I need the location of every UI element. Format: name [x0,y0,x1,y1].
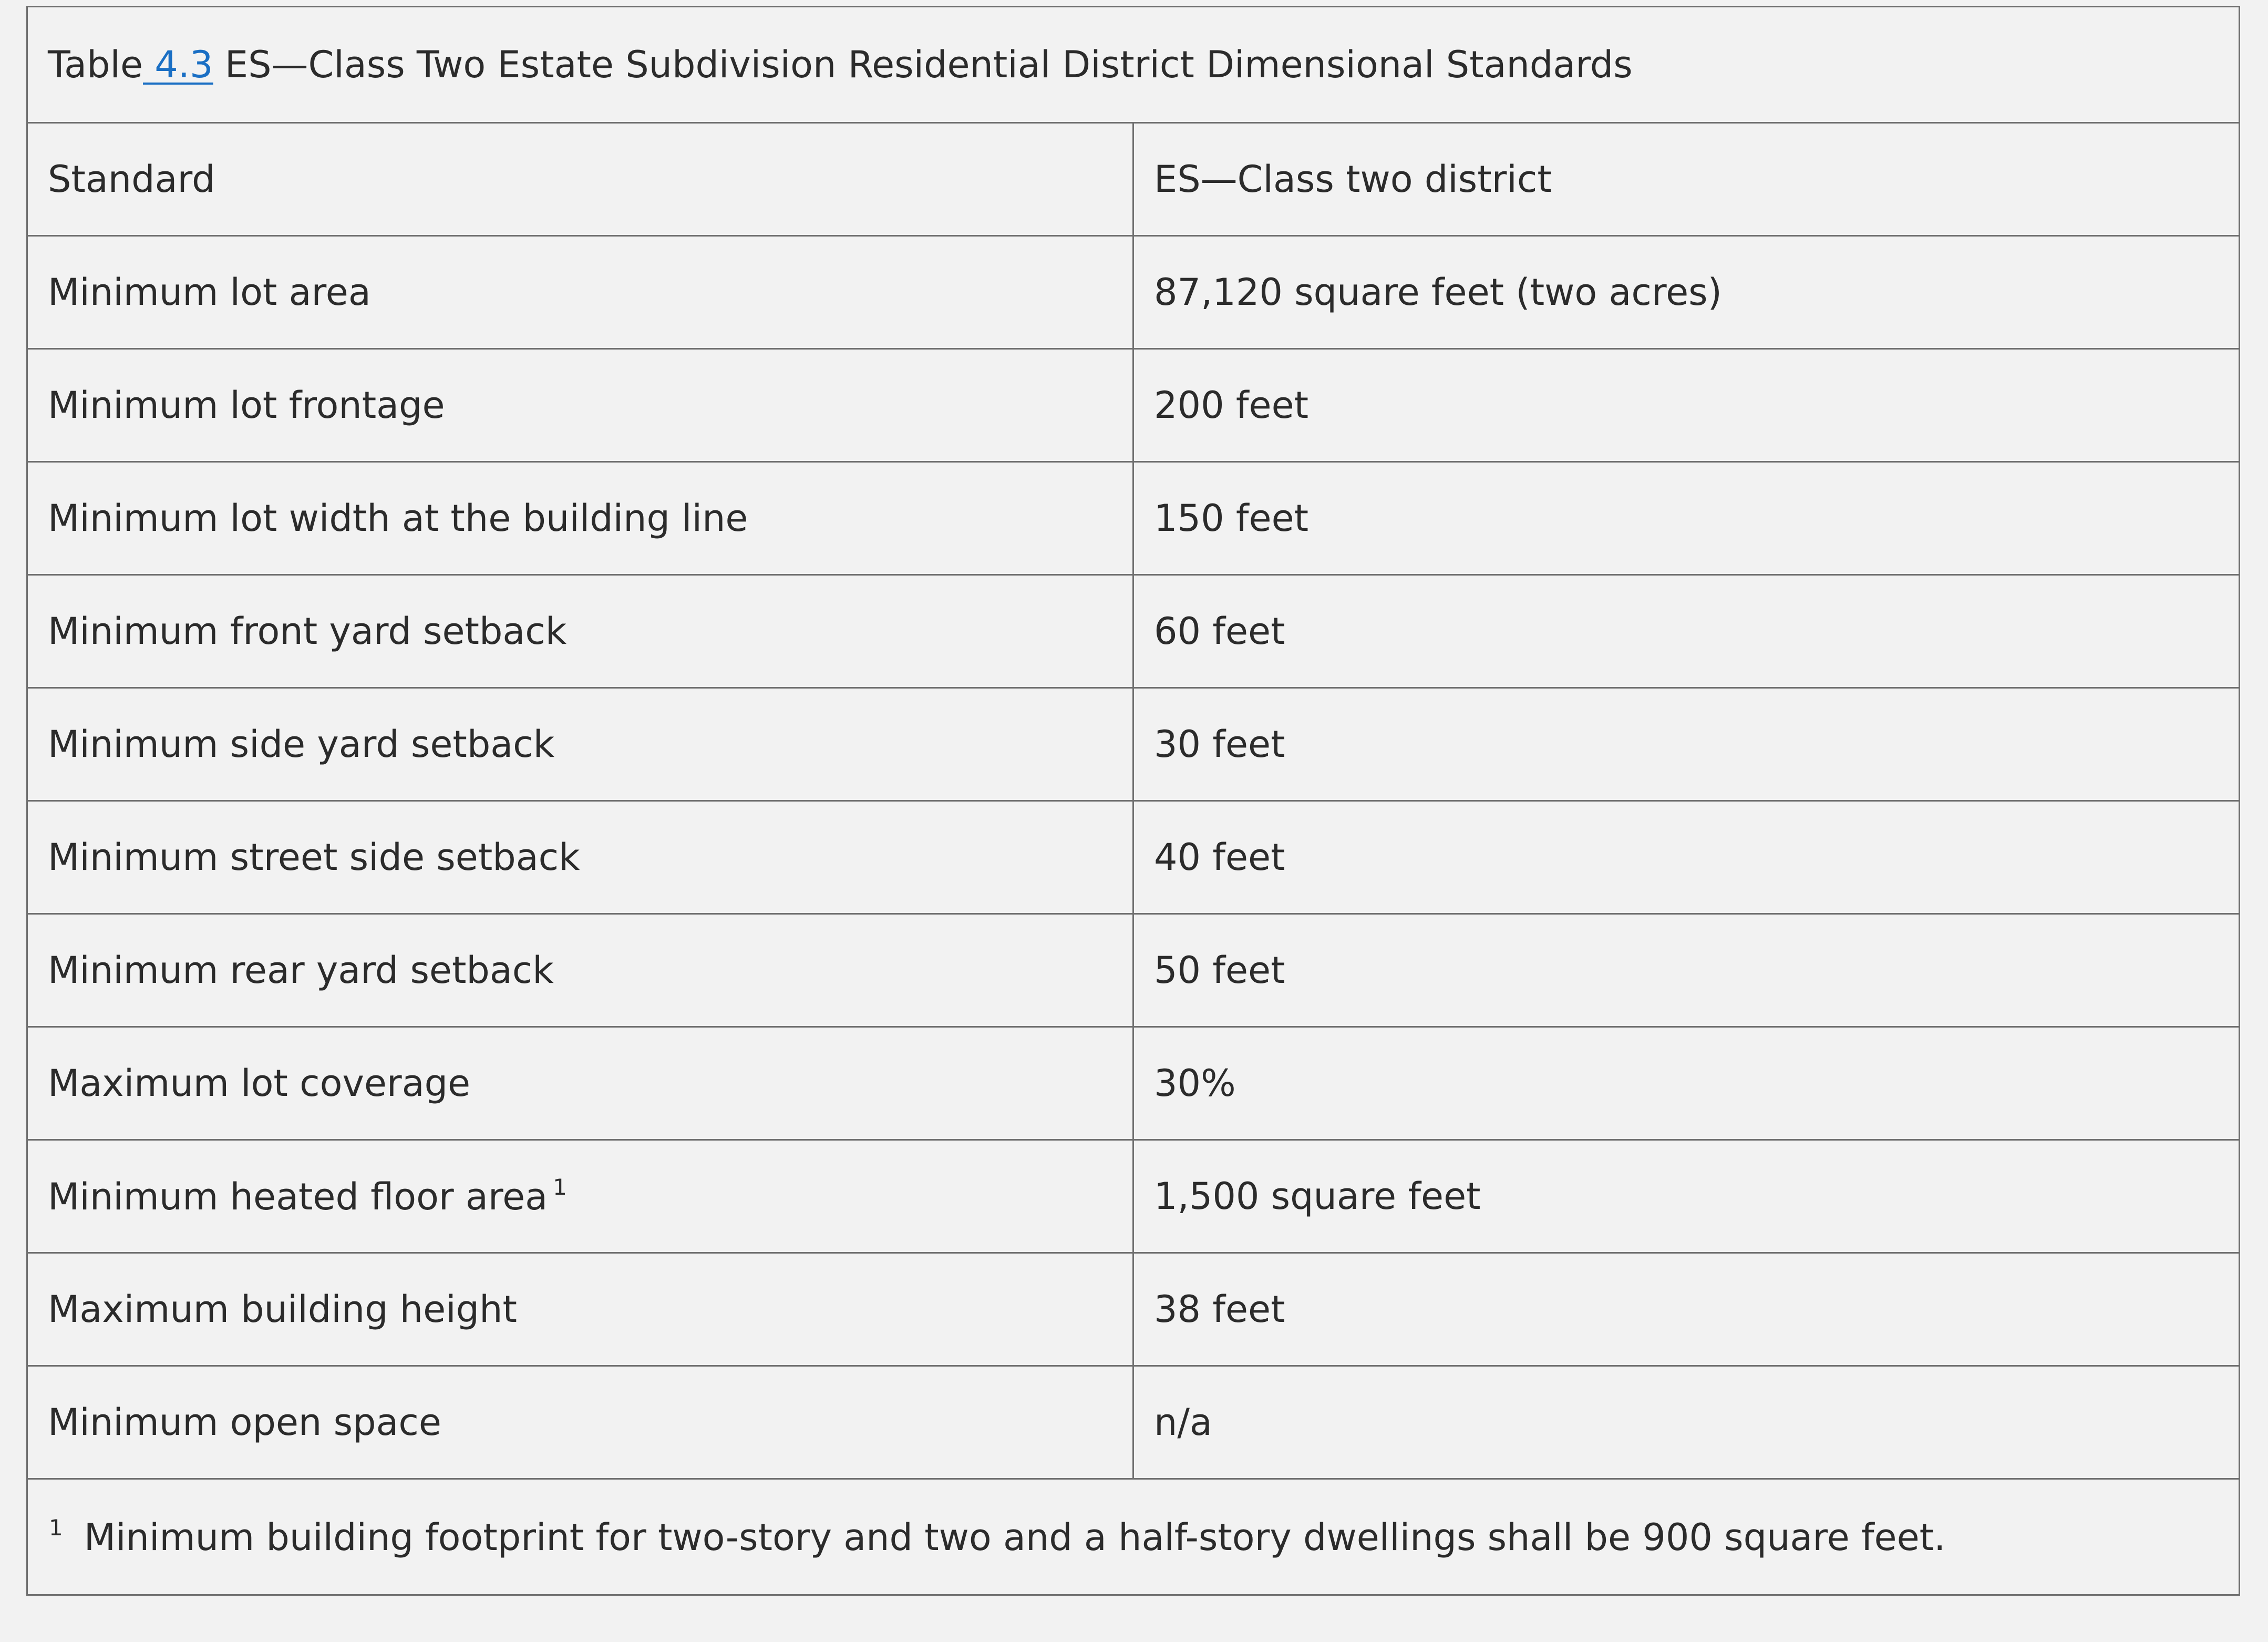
table-row [27,801,2240,914]
header-value: ES—Class two district [1133,123,2240,236]
table-row [27,462,2240,575]
row-standard: Minimum rear yard setback [27,914,1133,1027]
row-standard: Minimum lot frontage [27,349,1133,462]
row-standard: Maximum building height [27,1253,1133,1366]
table-row [27,1140,2240,1253]
table-row [27,1253,2240,1366]
caption-prefix: Table [48,43,143,86]
table-row [27,349,2240,462]
row-value: 87,120 square feet (two acres) [1133,236,2240,349]
table-row [27,1366,2240,1479]
dimensional-standards-table-wrapper [26,6,2239,1596]
dimensional-standards-table [26,6,2240,1596]
table-row [27,1027,2240,1140]
table-row [27,688,2240,801]
row-standard: Minimum front yard setback [27,575,1133,688]
table-row [27,575,2240,688]
row-standard: Minimum lot area [27,236,1133,349]
footnote-row [27,1479,2240,1595]
row-value: 38 feet [1133,1253,2240,1366]
table-row [27,914,2240,1027]
row-standard: Minimum street side setback [27,801,1133,914]
row-value: 1,500 square feet [1133,1140,2240,1253]
row-value: 50 feet [1133,914,2240,1027]
caption-title: ES—Class Two Estate Subdivision Residential District Dimensional Standards [213,43,1633,86]
row-standard: Maximum lot coverage [27,1027,1133,1140]
footnote-mark: 1 [49,1515,63,1541]
row-standard-with-footnote [27,1140,1133,1253]
row-standard: Minimum lot width at the building line [27,462,1133,575]
row-standard: Minimum side yard setback [27,688,1133,801]
table-number-link[interactable]: 4.3 [143,43,213,86]
row-value: 30 feet [1133,688,2240,801]
row-value: 60 feet [1133,575,2240,688]
footnote-text: Minimum building footprint for two-story and two and a half-story dwellings shall be 900 square feet. [84,1516,1946,1559]
row-standard: Minimum heated floor area [48,1175,548,1218]
row-standard: Minimum open space [27,1366,1133,1479]
header-standard: Standard [27,123,1133,236]
header-row [27,123,2240,236]
table-caption [27,7,2240,123]
row-value: 30% [1133,1027,2240,1140]
row-value: n/a [1133,1366,2240,1479]
row-value: 40 feet [1133,801,2240,914]
caption-row [27,7,2240,123]
footnote-reference: 1 [553,1174,567,1200]
footnote [27,1479,2240,1595]
row-value: 150 feet [1133,462,2240,575]
table-row [27,236,2240,349]
row-value: 200 feet [1133,349,2240,462]
